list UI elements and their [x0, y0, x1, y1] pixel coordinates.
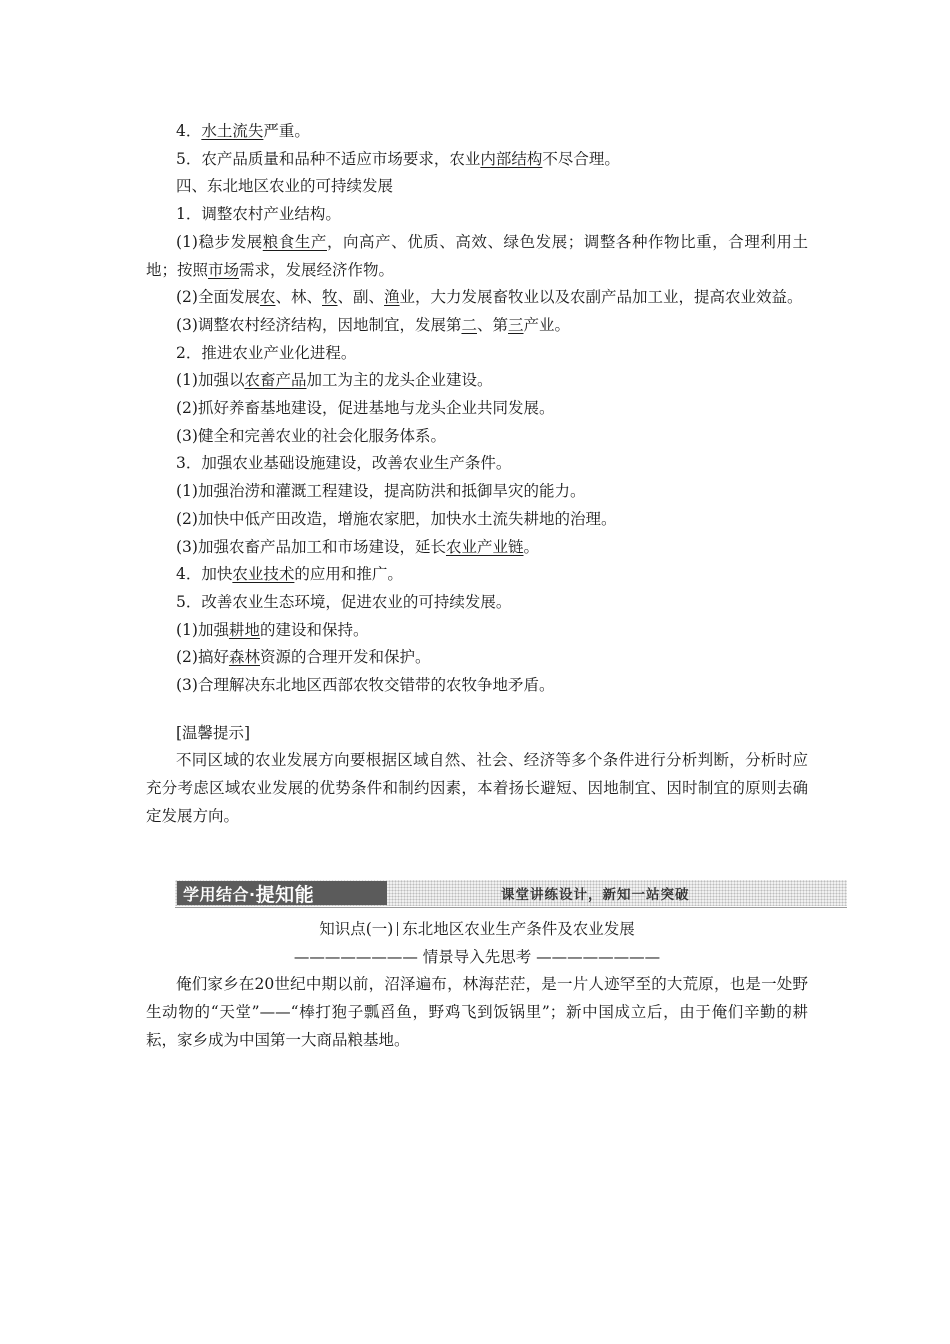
para-2: (2)全面发展农、林、牧、副、渔业，大力发展畜牧业以及农副产品加工业，提高农业效益。	[176, 288, 803, 307]
scene-intro-heading: ———————— 情景导入先思考 ————————	[293, 947, 661, 966]
knowledge-point-title: 知识点(一) 东北地区农业生产条件及农业发展	[319, 920, 635, 938]
para-7: (1)加强治涝和灌溉工程建设，提高防洪和抵御旱灾的能力。	[176, 482, 586, 501]
document-body	[146, 118, 808, 831]
section-title-sustainable: 四、东北地区农业的可持续发展	[176, 177, 394, 196]
para-8: (2)加快中低产田改造，增施农家肥，加快水土流失耕地的治理。	[176, 509, 617, 528]
para-4: (1)加强以农畜产品加工为主的龙头企业建设。	[176, 371, 493, 390]
heading-3: 3．加强农业基础设施建设，改善农业生产条件。	[176, 454, 512, 473]
para-12: (3)合理解决东北地区西部农牧交错带的农牧争地矛盾。	[176, 676, 555, 695]
story-paragraph: 俺们家乡在20世纪中期以前，沼泽遍布，林海茫茫，是一片人迹罕至的大荒原，也是一处野生动物的“天堂”——“棒打狍子瓢舀鱼，野鸡飞到饭锅里”；新中国成立后，由于俺们辛勤的耕耘，家乡成为中国第一大商品粮基地。	[146, 975, 808, 1049]
para-6: (3)健全和完善农业的社会化服务体系。	[176, 426, 446, 445]
tip-title: [温馨提示]	[176, 723, 251, 742]
divider	[397, 922, 398, 936]
spacer	[146, 700, 808, 720]
para-10: (1)加强耕地的建设和保持。	[176, 620, 369, 639]
heading-4: 4．加快农业技术的应用和推广。	[176, 565, 403, 584]
para-5: (2)抓好养畜基地建设，促进基地与龙头企业共同发展。	[176, 399, 555, 418]
para-1: (1)稳步发展粮食生产，向高产、优质、高效、绿色发展；调整各种作物比重，合理利用土地；按照市场需求，发展经济作物。	[146, 232, 808, 279]
banner-label-a: 学用结合·	[183, 884, 256, 904]
tip-body: 不同区域的农业发展方向要根据区域自然、社会、经济等多个条件进行分析判断，分析时应充分考虑区域农业发展的优势条件和制约因素，本着扬长避短、因地制宜、因时制宜的原则去确定发展方向。	[146, 751, 808, 825]
heading-5: 5．改善农业生态环境，促进农业的可持续发展。	[176, 592, 512, 611]
item-product-quality: 5．农产品质量和品种不适应市场要求，农业内部结构不尽合理。	[176, 149, 620, 168]
banner-label-b: 提知能	[255, 883, 315, 906]
heading-2: 2．推进农业产业化进程。	[176, 343, 357, 362]
item-soil-erosion: 4．水土流失严重。	[176, 122, 310, 140]
section-banner	[175, 880, 847, 906]
heading-1: 1．调整农村产业结构。	[176, 205, 341, 224]
para-3: (3)调整农村经济结构，因地制宜，发展第二、第三产业。	[176, 315, 571, 334]
para-9: (3)加强农畜产品加工和市场建设，延长农业产业链。	[176, 537, 539, 556]
banner-subtitle: 课堂讲练设计，新知一站突破	[501, 887, 690, 903]
knowledge-section	[146, 916, 808, 1055]
banner-rule	[175, 907, 847, 908]
banner-label	[177, 881, 387, 905]
para-11: (2)搞好森林资源的合理开发和保护。	[176, 648, 431, 667]
